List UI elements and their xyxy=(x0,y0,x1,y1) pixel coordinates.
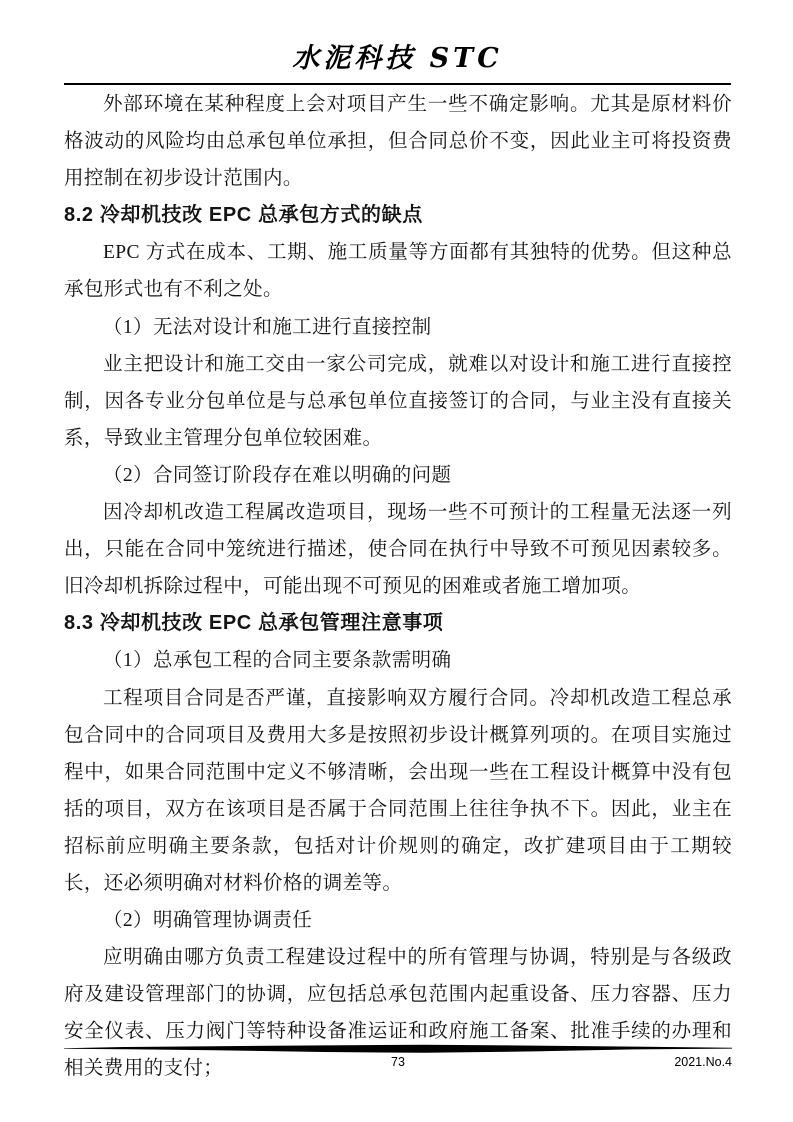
paragraph-epc-advantages: EPC 方式在成本、工期、施工质量等方面都有其独特的优势。但这种总承包形式也有不利之处。 xyxy=(64,242,732,301)
paragraph-external-environment: 外部环境在某种程度上会对项目产生一些不确定影响。尤其是原材料价格波动的风险均由总承包单位承担，但合同总价不变，因此业主可将投资费用控制在初步设计范围内。 xyxy=(64,94,732,190)
page-number: 73 xyxy=(391,1055,405,1069)
document-body xyxy=(64,86,732,1088)
list-item-2-coordination: （2）明确管理协调责任 xyxy=(103,910,313,932)
page-footer xyxy=(64,1044,732,1084)
page-header xyxy=(64,0,731,85)
issue-label: 2021.No.4 xyxy=(674,1055,732,1069)
paragraph-unforeseen-work: 因冷却机改造工程属改造项目，现场一些不可预计的工程量无法逐一列出，只能在合同中笼统进行描述，使合同在执行中导致不可预见因素较多。旧冷却机拆除过程中，可能出现不可预见的困难或者施工增加项。 xyxy=(64,502,732,598)
section-heading-8-3: 8.3 冷却机技改 EPC 总承包管理注意事项 xyxy=(64,612,444,635)
footer-row xyxy=(64,1054,732,1074)
footer-rule-bar xyxy=(64,1044,732,1054)
paragraph-management-coordination: 应明确由哪方负责工程建设过程中的所有管理与协调，特别是与各级政府及建设管理部门的协调，应包括总承包范围内起重设备、压力容器、压力安全仪表、压力阀门等特种设备准运证和政府施工备案、批准手续的办理和相关费用的支付； xyxy=(64,947,732,1080)
journal-title: 水泥科技 STC xyxy=(292,43,503,74)
paragraph-owner-control: 业主把设计和施工交由一家公司完成，就难以对设计和施工进行直接控制，因各专业分包单位是与总承包单位直接签订的合同，与业主没有直接关系，导致业主管理分包单位较困难。 xyxy=(64,353,732,449)
list-item-1-no-direct-control: （1）无法对设计和施工进行直接控制 xyxy=(103,316,432,338)
list-item-1-contract-terms: （1）总承包工程的合同主要条款需明确 xyxy=(103,650,452,672)
list-item-2-contract-signing: （2）合同签订阶段存在难以明确的问题 xyxy=(103,464,452,486)
paragraph-contract-rigor: 工程项目合同是否严谨，直接影响双方履行合同。冷却机改造工程总承包合同中的合同项目及费用大多是按照初步设计概算列项的。在项目实施过程中，如果合同范围中定义不够清晰，会出现一些在工程设计概算中没有包括的项目，双方在该项目是否属于合同范围上往往争执不下。因此，业主在招标前应明确主要条款，包括对计价规则的确定，改扩建项目由于工期较长，还必须明确对材料价格的调差等。 xyxy=(64,687,732,894)
section-heading-8-2: 8.2 冷却机技改 EPC 总承包方式的缺点 xyxy=(64,204,423,227)
